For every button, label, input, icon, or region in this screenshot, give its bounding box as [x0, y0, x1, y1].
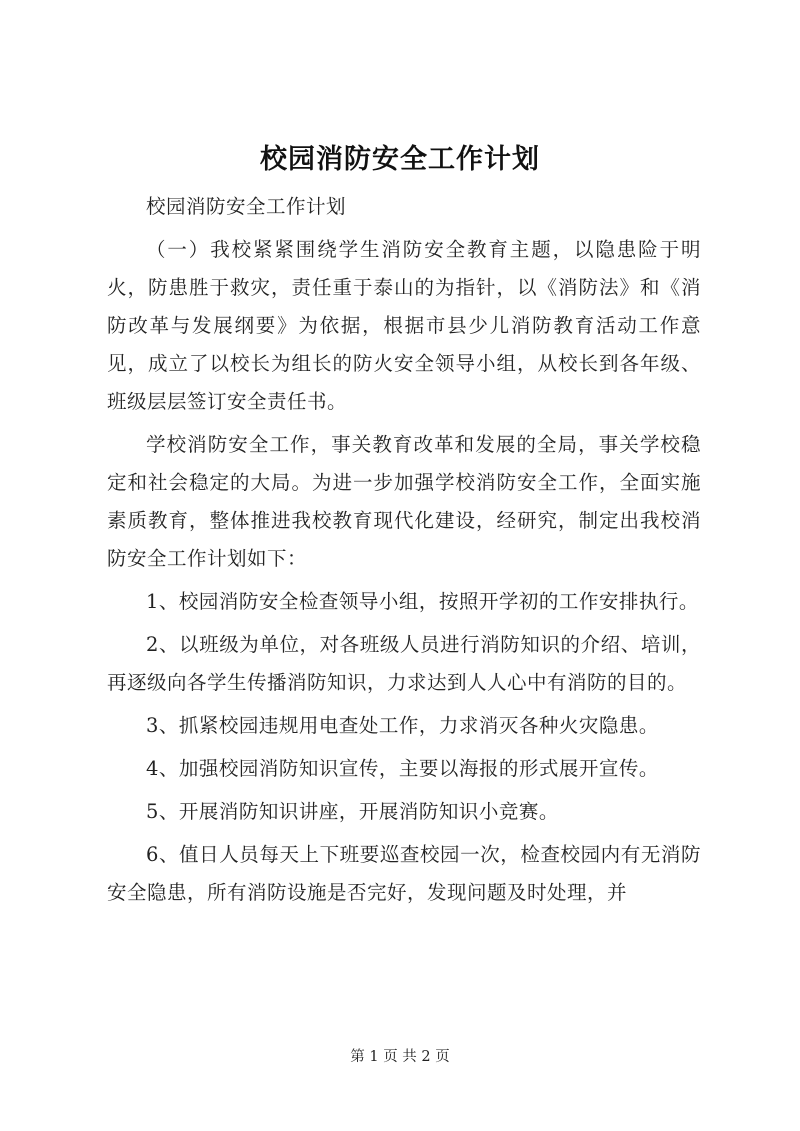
paragraph-item-5: 5、开展消防知识讲座，开展消防知识小竞赛。 [146, 800, 559, 823]
paragraph-overview: 学校消防安全工作，事关教育改革和发展的全局，事关学校稳定和社会稳定的大局。为进一步加强学校消防安全工作，全面实施素质教育，整体推进我校教育现代化建设，经研究，制定出我校消防安全工作计划如下： [107, 433, 701, 570]
paragraph-item-2: 2、以班级为单位，对各班级人员进行消防知识的介绍、培训，再逐级向各学生传播消防知识，力求达到人人心中有消防的目的。 [107, 633, 701, 694]
paragraph-item-1: 1、校园消防安全检查领导小组，按照开学初的工作安排执行。 [146, 590, 699, 613]
paragraph-item-4: 4、加强校园消防知识宣传，主要以海报的形式展开宣传。 [146, 757, 659, 780]
document-title: 校园消防安全工作计划 [260, 144, 540, 175]
paragraph-item-3: 3、抓紧校园违规用电查处工作，力求消灭各种火灾隐患。 [146, 714, 659, 737]
paragraph-item-6: 6、值日人员每天上下班要巡查校园一次，检查校园内有无消防安全隐患，所有消防设施是否完好，发现问题及时处理，并 [107, 843, 701, 904]
document-body [107, 188, 701, 917]
page-footer: 第 1 页 共 2 页 [350, 1049, 450, 1065]
paragraph-section-one: （一）我校紧紧围绕学生消防安全教育主题，以隐患险于明火，防患胜于救灾，责任重于泰山的为指针，以《消防法》和《消防改革与发展纲要》为依据，根据市县少儿消防教育活动工作意见，成立了以校长为组长的防火安全领导小组，从校长到各年级、班级层层签订安全责任书。 [107, 238, 701, 413]
paragraph-subtitle: 校园消防安全工作计划 [146, 195, 347, 218]
